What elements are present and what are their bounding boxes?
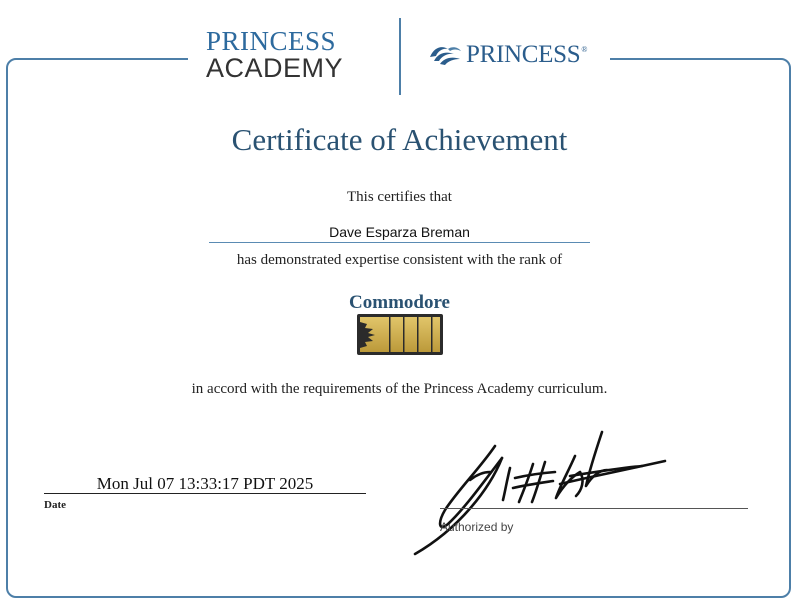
rank-title: Commodore bbox=[349, 292, 450, 313]
date-underline bbox=[44, 493, 366, 494]
logo-divider bbox=[399, 18, 401, 95]
commodore-shoulder-board-icon bbox=[357, 314, 443, 355]
academy-logo-line2: ACADEMY bbox=[206, 53, 344, 83]
handwritten-signature bbox=[410, 428, 680, 558]
certificate-title: Certificate of Achievement bbox=[231, 122, 568, 157]
demonstrated-text: has demonstrated expertise consistent with the rank of bbox=[236, 252, 563, 268]
academy-logo-line1: PRINCESS bbox=[206, 26, 337, 56]
recipient-name: Dave Esparza Breman bbox=[329, 224, 470, 240]
authorized-by-label: Authorized by bbox=[440, 520, 514, 534]
sea-witch-wave-icon bbox=[428, 43, 462, 67]
princess-academy-logo bbox=[206, 28, 382, 82]
date-label: Date bbox=[44, 499, 66, 511]
registered-mark: ® bbox=[581, 44, 588, 54]
princess-logo-word: PRINCESS bbox=[466, 41, 581, 68]
signature-line bbox=[440, 508, 748, 509]
princess-cruises-logo bbox=[428, 40, 587, 70]
certifies-text: This certifies that bbox=[347, 189, 452, 205]
accord-text: in accord with the requirements of the Princess Academy curriculum. bbox=[191, 381, 608, 397]
date-value: Mon Jul 07 13:33:17 PDT 2025 bbox=[96, 474, 314, 493]
name-underline bbox=[209, 242, 590, 243]
